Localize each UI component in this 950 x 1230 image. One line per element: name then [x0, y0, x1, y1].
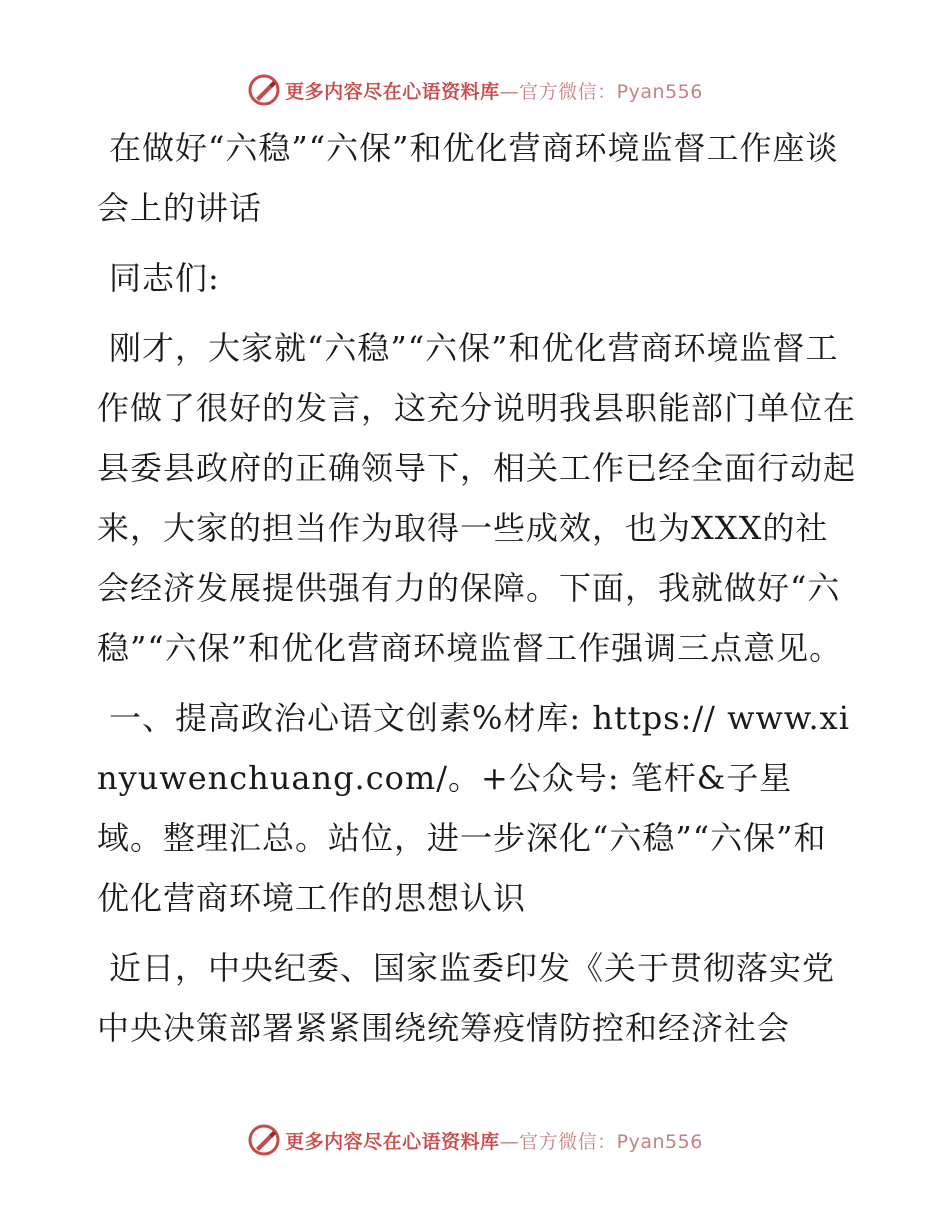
watermark-wechat-text: 官方微信：Pyan556 — [519, 80, 703, 103]
paragraph-1: 刚才，大家就“六稳”“六保”和优化营商环境监督工作做了很好的发言，这充分说明我县职能部门单位在县委县政府的正确领导下，相关工作已经全面行动起来，大家的担当作为取得一些成效，也为XXX的社会经济发展提供强有力的保障。下面，我就做好“六稳”“六保”和优化营商环境监督工作强调三点意见。 — [97, 329, 857, 667]
header-watermark — [0, 70, 950, 110]
document-body — [97, 118, 857, 1058]
paragraph-2-heading: 一、提高政治心语文创素%材库: https:// www.xinyuwenchuang.com/。+公众号: 笔杆&子星域。整理汇总。站位，进一步深化“六稳”“六保”和优化营商环境工作的思想认识 — [97, 699, 850, 917]
document-title: 在做好“六稳”“六保”和优化营商环境监督工作座谈会上的讲话 — [97, 129, 839, 227]
watermark-separator: — — [499, 1130, 520, 1153]
watermark-main-text: 更多内容尽在心语资料库 — [285, 1130, 500, 1153]
pen-logo-icon — [247, 73, 281, 107]
paragraph-3: 近日，中央纪委、国家监委印发《关于贯彻落实党中央决策部署紧紧围绕统筹疫情防控和经济社会 — [97, 949, 836, 1047]
pen-logo-icon — [247, 1123, 281, 1157]
watermark-main-text: 更多内容尽在心语资料库 — [285, 80, 500, 103]
watermark-separator: — — [499, 80, 520, 103]
footer-watermark — [0, 1120, 950, 1160]
salutation: 同志们: — [109, 259, 220, 297]
watermark-wechat-text: 官方微信：Pyan556 — [519, 1130, 703, 1153]
